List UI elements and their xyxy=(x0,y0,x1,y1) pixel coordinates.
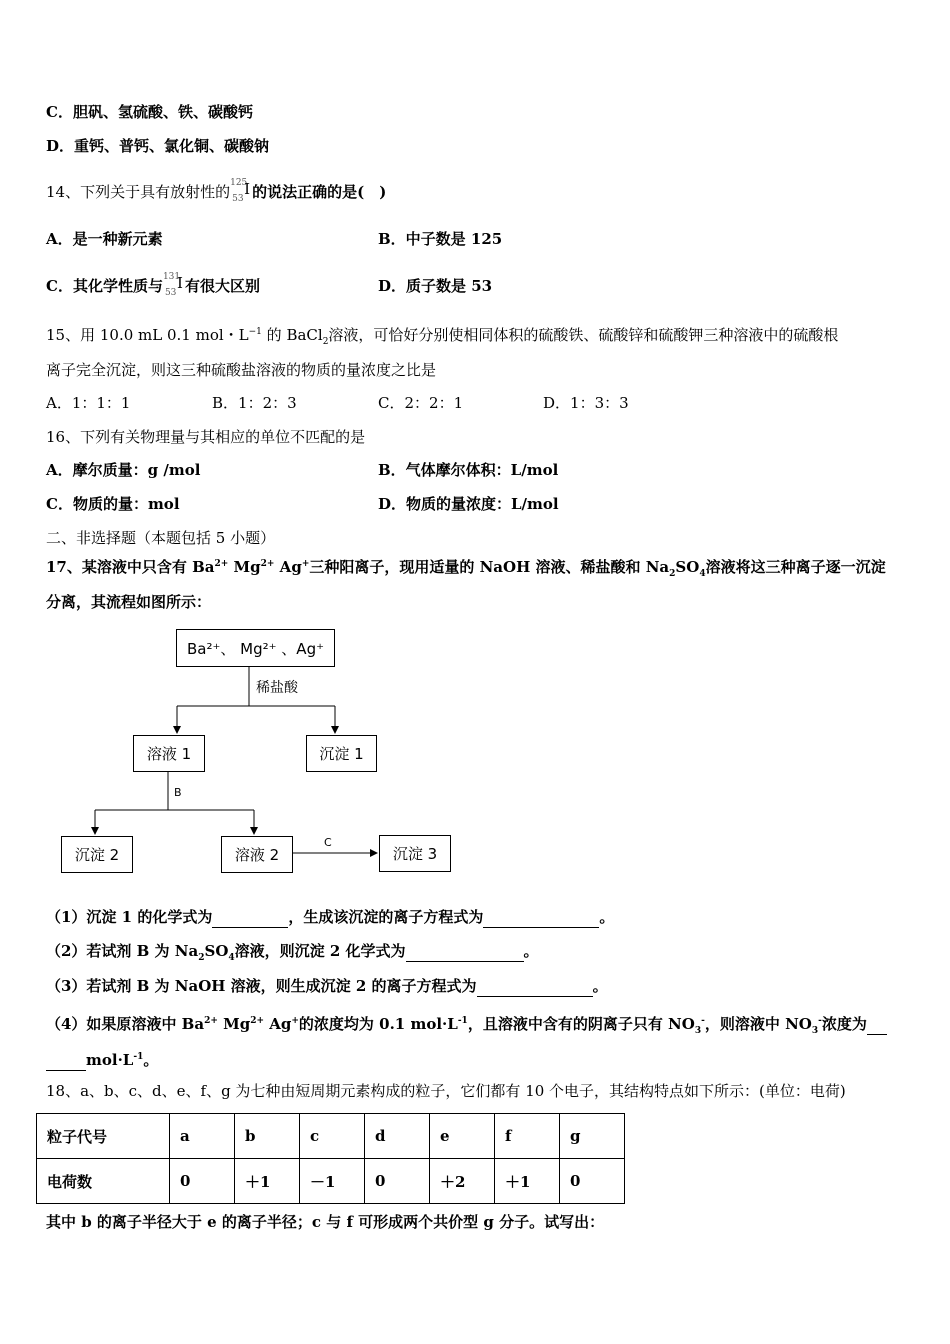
flow-label-c: C xyxy=(324,836,332,849)
q17-sub4-line2: $mol\cdot L^{-1}$。 xyxy=(46,1047,158,1071)
table-row xyxy=(37,1159,625,1204)
q17-stem: 17、某溶液中只含有 $Ba^{2+}$ $Mg^{2+}$ Ag+三种阳离子，现用适量的 NaOH 溶液、稀盐酸和 $Na_2SO_4$溶液将这三种离子逐一沉淀 xyxy=(46,558,886,579)
flow-label-b: B xyxy=(174,786,182,799)
q14-option-c: C．其化学性质与 131 53 I 有很大区别 xyxy=(46,272,260,298)
q16-option-b: B．气体摩尔体积：L/mol xyxy=(378,461,559,479)
answer-blank[interactable] xyxy=(867,1014,887,1035)
q17-sub4: （4）如果原溶液中 $Ba^{2+}$ $Mg^{2+}$ Ag+的浓度均为 0.1 $mol\cdot L^{-1}$，且溶液中含有的阴离子只有 $NO_3^-$，则溶液中 $NO_3^-$浓度为 xyxy=(46,1011,887,1041)
answer-blank[interactable] xyxy=(212,907,288,928)
flow-box-precipitate2: 沉淀 2 xyxy=(61,836,133,873)
isotope-i125: 125 53 I xyxy=(230,178,251,204)
flow-box-ions: Ba²⁺、 Mg²⁺ 、Ag⁺ xyxy=(176,629,335,667)
table-cell: 0 xyxy=(170,1159,235,1204)
table-cell: a xyxy=(170,1114,235,1159)
answer-blank[interactable] xyxy=(483,907,599,928)
table-cell: c xyxy=(300,1114,365,1159)
table-cell: ＋1 xyxy=(495,1159,560,1204)
table-cell: b xyxy=(235,1114,300,1159)
table-cell: g xyxy=(560,1114,625,1159)
q15-stem-line2: 离子完全沉淀，则这三种硫酸盐溶液的物质的量浓度之比是 xyxy=(46,361,437,379)
flow-label-reagent1: 稀盐酸 xyxy=(256,680,298,696)
isotope-i131: 131 53 I xyxy=(162,272,183,298)
flow-box-solution2: 溶液 2 xyxy=(221,836,293,873)
q14-stem: 14、下列关于具有放射性的 125 53 I 的说法正确的是( ) xyxy=(46,178,387,204)
q16-option-d: D．物质的量浓度：L/mol xyxy=(378,495,559,513)
q15-option-a: A．1：1：1 xyxy=(46,394,131,412)
answer-blank[interactable] xyxy=(406,941,524,962)
flow-box-precipitate3: 沉淀 3 xyxy=(379,835,451,872)
table-cell: －1 xyxy=(300,1159,365,1204)
q16-option-a: A．摩尔质量：g /mol xyxy=(46,461,201,479)
q14-option-b: B．中子数是 125 xyxy=(378,230,503,248)
table-cell: 0 xyxy=(365,1159,430,1204)
answer-blank[interactable] xyxy=(477,976,593,997)
table-row xyxy=(37,1114,625,1159)
table-cell: 0 xyxy=(560,1159,625,1204)
table-cell: d xyxy=(365,1114,430,1159)
q15-option-b: B．1：2：3 xyxy=(212,394,297,412)
q15-option-d: D．1：3：3 xyxy=(543,394,629,412)
q18-after-table: 其中 b 的离子半径大于 e 的离子半径；c 与 f 可形成两个共价型 g 分子。试写出： xyxy=(46,1213,605,1231)
table-cell: ＋2 xyxy=(430,1159,495,1204)
q18-stem: 18、a、b、c、d、e、f、g 为七种由短周期元素构成的粒子，它们都有 10 个电子，其结构特点如下所示：(单位：电荷) xyxy=(46,1082,846,1100)
q16-stem: 16、下列有关物理量与其相应的单位不匹配的是 xyxy=(46,428,366,446)
section-heading: 二、非选择题（本题包括 5 小题） xyxy=(46,529,276,547)
q17-stem-line2: 分离，其流程如图所示： xyxy=(46,593,212,611)
q15-stem: 15、用 10.0 mL 0.1 mol・$L^{-1}$ 的 BaCl$_2$溶液，可恰好分别使相同体积的硫酸铁、硫酸锌和硫酸钾三种溶液中的硫酸根 xyxy=(46,326,839,347)
q15-option-c: C．2：2：1 xyxy=(378,394,464,412)
q17-sub3: （3）若试剂 B 为 NaOH 溶液，则生成沉淀 2 的离子方程式为 。 xyxy=(46,977,608,995)
flow-box-solution1: 溶液 1 xyxy=(133,735,205,772)
flow-box-precipitate1: 沉淀 1 xyxy=(306,735,377,772)
q14-option-a: A．是一种新元素 xyxy=(46,230,163,248)
table-cell: ＋1 xyxy=(235,1159,300,1204)
q17-sub1: （1）沉淀 1 的化学式为 ，生成该沉淀的离子方程式为 。 xyxy=(46,908,615,926)
answer-blank[interactable] xyxy=(46,1050,86,1071)
q14-option-d: D．质子数是 53 xyxy=(378,277,493,295)
table-cell: 粒子代号 xyxy=(37,1114,170,1159)
q16-option-c: C．物质的量：mol xyxy=(46,495,180,513)
table-cell: e xyxy=(430,1114,495,1159)
table-cell: f xyxy=(495,1114,560,1159)
q17-sub2: （2）若试剂 B 为 $Na_2SO_4$溶液，则沉淀 2 化学式为 。 xyxy=(46,942,539,963)
q13-option-c: C．胆矾、氢硫酸、铁、碳酸钙 xyxy=(46,103,253,121)
q13-option-d: D．重钙、普钙、氯化铜、碳酸钠 xyxy=(46,137,270,155)
particle-table xyxy=(36,1113,625,1204)
table-cell: 电荷数 xyxy=(37,1159,170,1204)
